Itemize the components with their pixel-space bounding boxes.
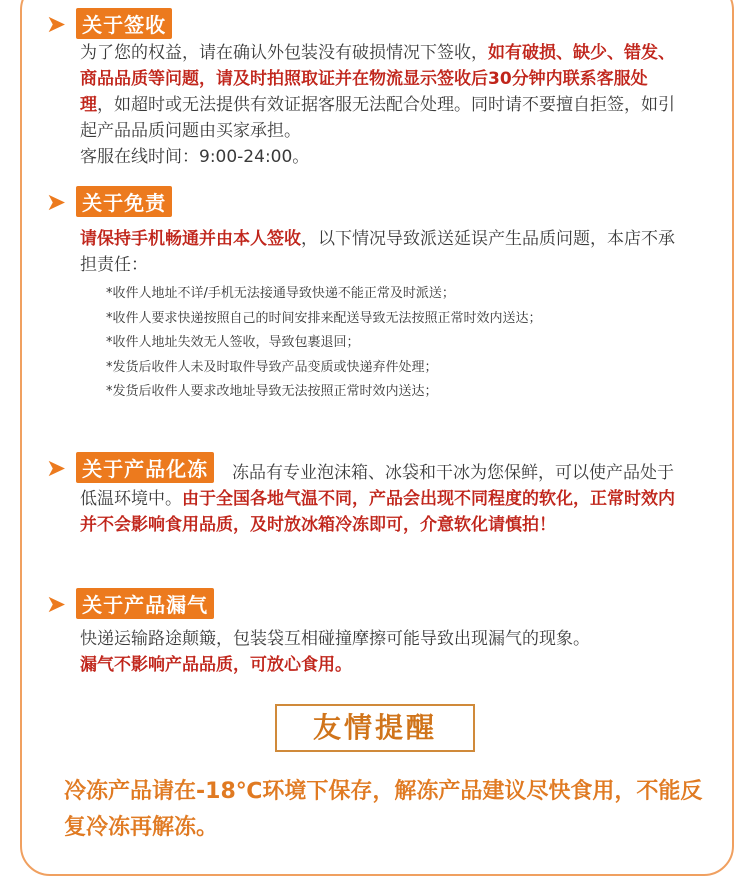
disclaimer-list	[106, 282, 686, 405]
thaw-paragraph	[80, 460, 680, 538]
leak-text: 快递运输路途颠簸，包装袋互相碰撞摩擦可能导致出现漏气的现象。	[80, 629, 590, 649]
sign-text-1: 为了您的权益，请在确认外包装没有破损情况下签收，	[80, 43, 488, 63]
disclaimer-paragraph	[80, 226, 680, 278]
section-title: 关于产品漏气	[76, 588, 214, 619]
disclaimer-highlight: 请保持手机畅通并由本人签收	[80, 229, 301, 249]
leak-highlight: 漏气不影响产品品质，可放心食用。	[80, 655, 352, 675]
tip-text: 冷冻产品请在-18℃环境下保存，解冻产品建议尽快食用，不能反复冷冻再解冻。	[64, 779, 703, 840]
disclaimer-text: ，以下情况导致派送延误产生品质问题，本店不承担责任：	[80, 229, 675, 275]
list-item: *收件人地址失效无人签收，导致包裹退回；	[106, 335, 360, 350]
arrow-right-icon: ➤	[46, 187, 67, 216]
thaw-highlight: 由于全国各地气温不同，产品会出现不同程度的软化，正常时效内并不会影响食用品质，及时放冰箱冷冻即可，介意软化请慎拍！	[80, 489, 675, 535]
list-item: *收件人地址不详/手机无法接通导致快递不能正常及时派送；	[106, 286, 455, 301]
section-header-sign	[46, 8, 172, 39]
arrow-right-icon: ➤	[46, 453, 67, 482]
section-header-leak	[46, 588, 214, 619]
list-item: *发货后收件人要求改地址导致无法按照正常时效内送达；	[106, 384, 438, 399]
service-hours: 客服在线时间：9:00-24:00。	[80, 147, 310, 167]
sign-text-2: ，如超时或无法提供有效证据客服无法配合处理。同时请不要擅自拒签，如引起产品品质问题由买家承担。	[80, 95, 675, 141]
tip-title: 友情提醒	[275, 704, 475, 752]
section-title: 关于产品化冻	[76, 452, 214, 483]
arrow-right-icon: ➤	[46, 589, 67, 618]
section-title: 关于签收	[76, 8, 172, 39]
section-header-disclaimer	[46, 186, 172, 217]
thaw-text: 冻品有专业泡沫箱、冰袋和干冰为您保鲜，可以使产品处于低温环境中。	[80, 463, 674, 509]
list-item: *发货后收件人未及时取件导致产品变质或快递弃件处理；	[106, 359, 438, 375]
section-title: 关于免责	[76, 186, 172, 217]
leak-paragraph	[80, 626, 680, 678]
arrow-right-icon: ➤	[46, 9, 67, 38]
list-item: *收件人要求快递按照自己的时间安排来配送导致无法按照正常时效内送达；	[106, 310, 542, 326]
sign-paragraph	[80, 40, 680, 170]
sign-text-highlight: 如有破损、缺少、错发、商品品质等问题，请及时拍照取证并在物流显示签收后30分钟内联系客服处理	[80, 43, 675, 115]
